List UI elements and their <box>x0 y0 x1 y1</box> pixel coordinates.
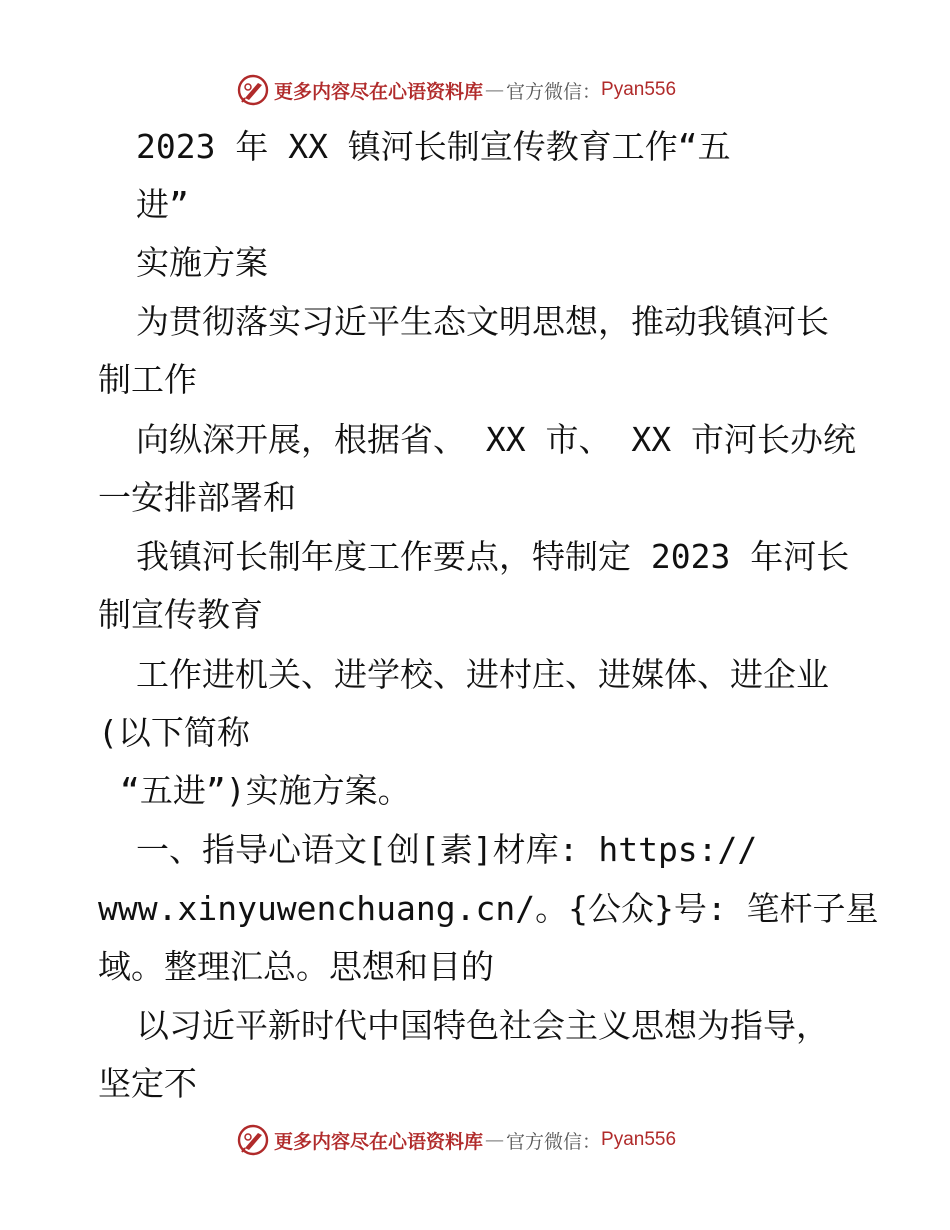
banner-dash: — <box>485 1129 505 1151</box>
banner-official-label: 官方微信： <box>506 1130 602 1153</box>
banner-official-label: 官方微信： <box>506 80 602 103</box>
footer-watermark-banner <box>236 1123 676 1157</box>
section-heading-line: 一、指导心语文[创[素]材库: https:// <box>136 830 758 869</box>
banner-dash: — <box>485 79 505 101</box>
paragraph-line: 以习近平新时代中国特色社会主义思想为指导， <box>136 1006 829 1045</box>
header-watermark-banner <box>236 73 676 107</box>
banner-wechat-id: Pyan556 <box>601 79 677 100</box>
banner-brand-text: 更多内容尽在心语资料库 <box>274 80 484 103</box>
quill-pen-logo-icon <box>236 73 270 107</box>
doc-title-line-2: 进” <box>136 185 189 224</box>
quill-pen-logo-icon <box>236 1123 270 1157</box>
paragraph-line: 工作进机关、进学校、进村庄、进媒体、进企业 <box>136 655 829 694</box>
paragraph-line: 向纵深开展，根据省、 XX 市、 XX 市河长办统 <box>136 420 856 459</box>
doc-subtitle: 实施方案 <box>136 243 268 282</box>
paragraph-line: 制宣传教育 <box>98 595 263 634</box>
paragraph-line: (以下简称 <box>98 713 250 752</box>
paragraph-line: 域。整理汇总。思想和目的 <box>98 947 494 986</box>
paragraph-line: 制工作 <box>98 360 197 399</box>
paragraph-line: 坚定不 <box>98 1064 197 1103</box>
paragraph-line: 为贯彻落实习近平生态文明思想，推动我镇河长 <box>136 302 829 341</box>
paragraph-line: 我镇河长制年度工作要点，特制定 2023 年河长 <box>136 537 850 576</box>
url-line: www.xinyuwenchuang.cn/。{公众}号: 笔杆子星 <box>98 889 879 928</box>
paragraph-line: 一安排部署和 <box>98 478 296 517</box>
paragraph-line: “五进”)实施方案。 <box>120 771 411 810</box>
doc-title-line-1: 2023 年 XX 镇河长制宣传教育工作“五 <box>136 127 731 166</box>
banner-brand-text: 更多内容尽在心语资料库 <box>274 1130 484 1153</box>
banner-wechat-id: Pyan556 <box>601 1129 677 1150</box>
